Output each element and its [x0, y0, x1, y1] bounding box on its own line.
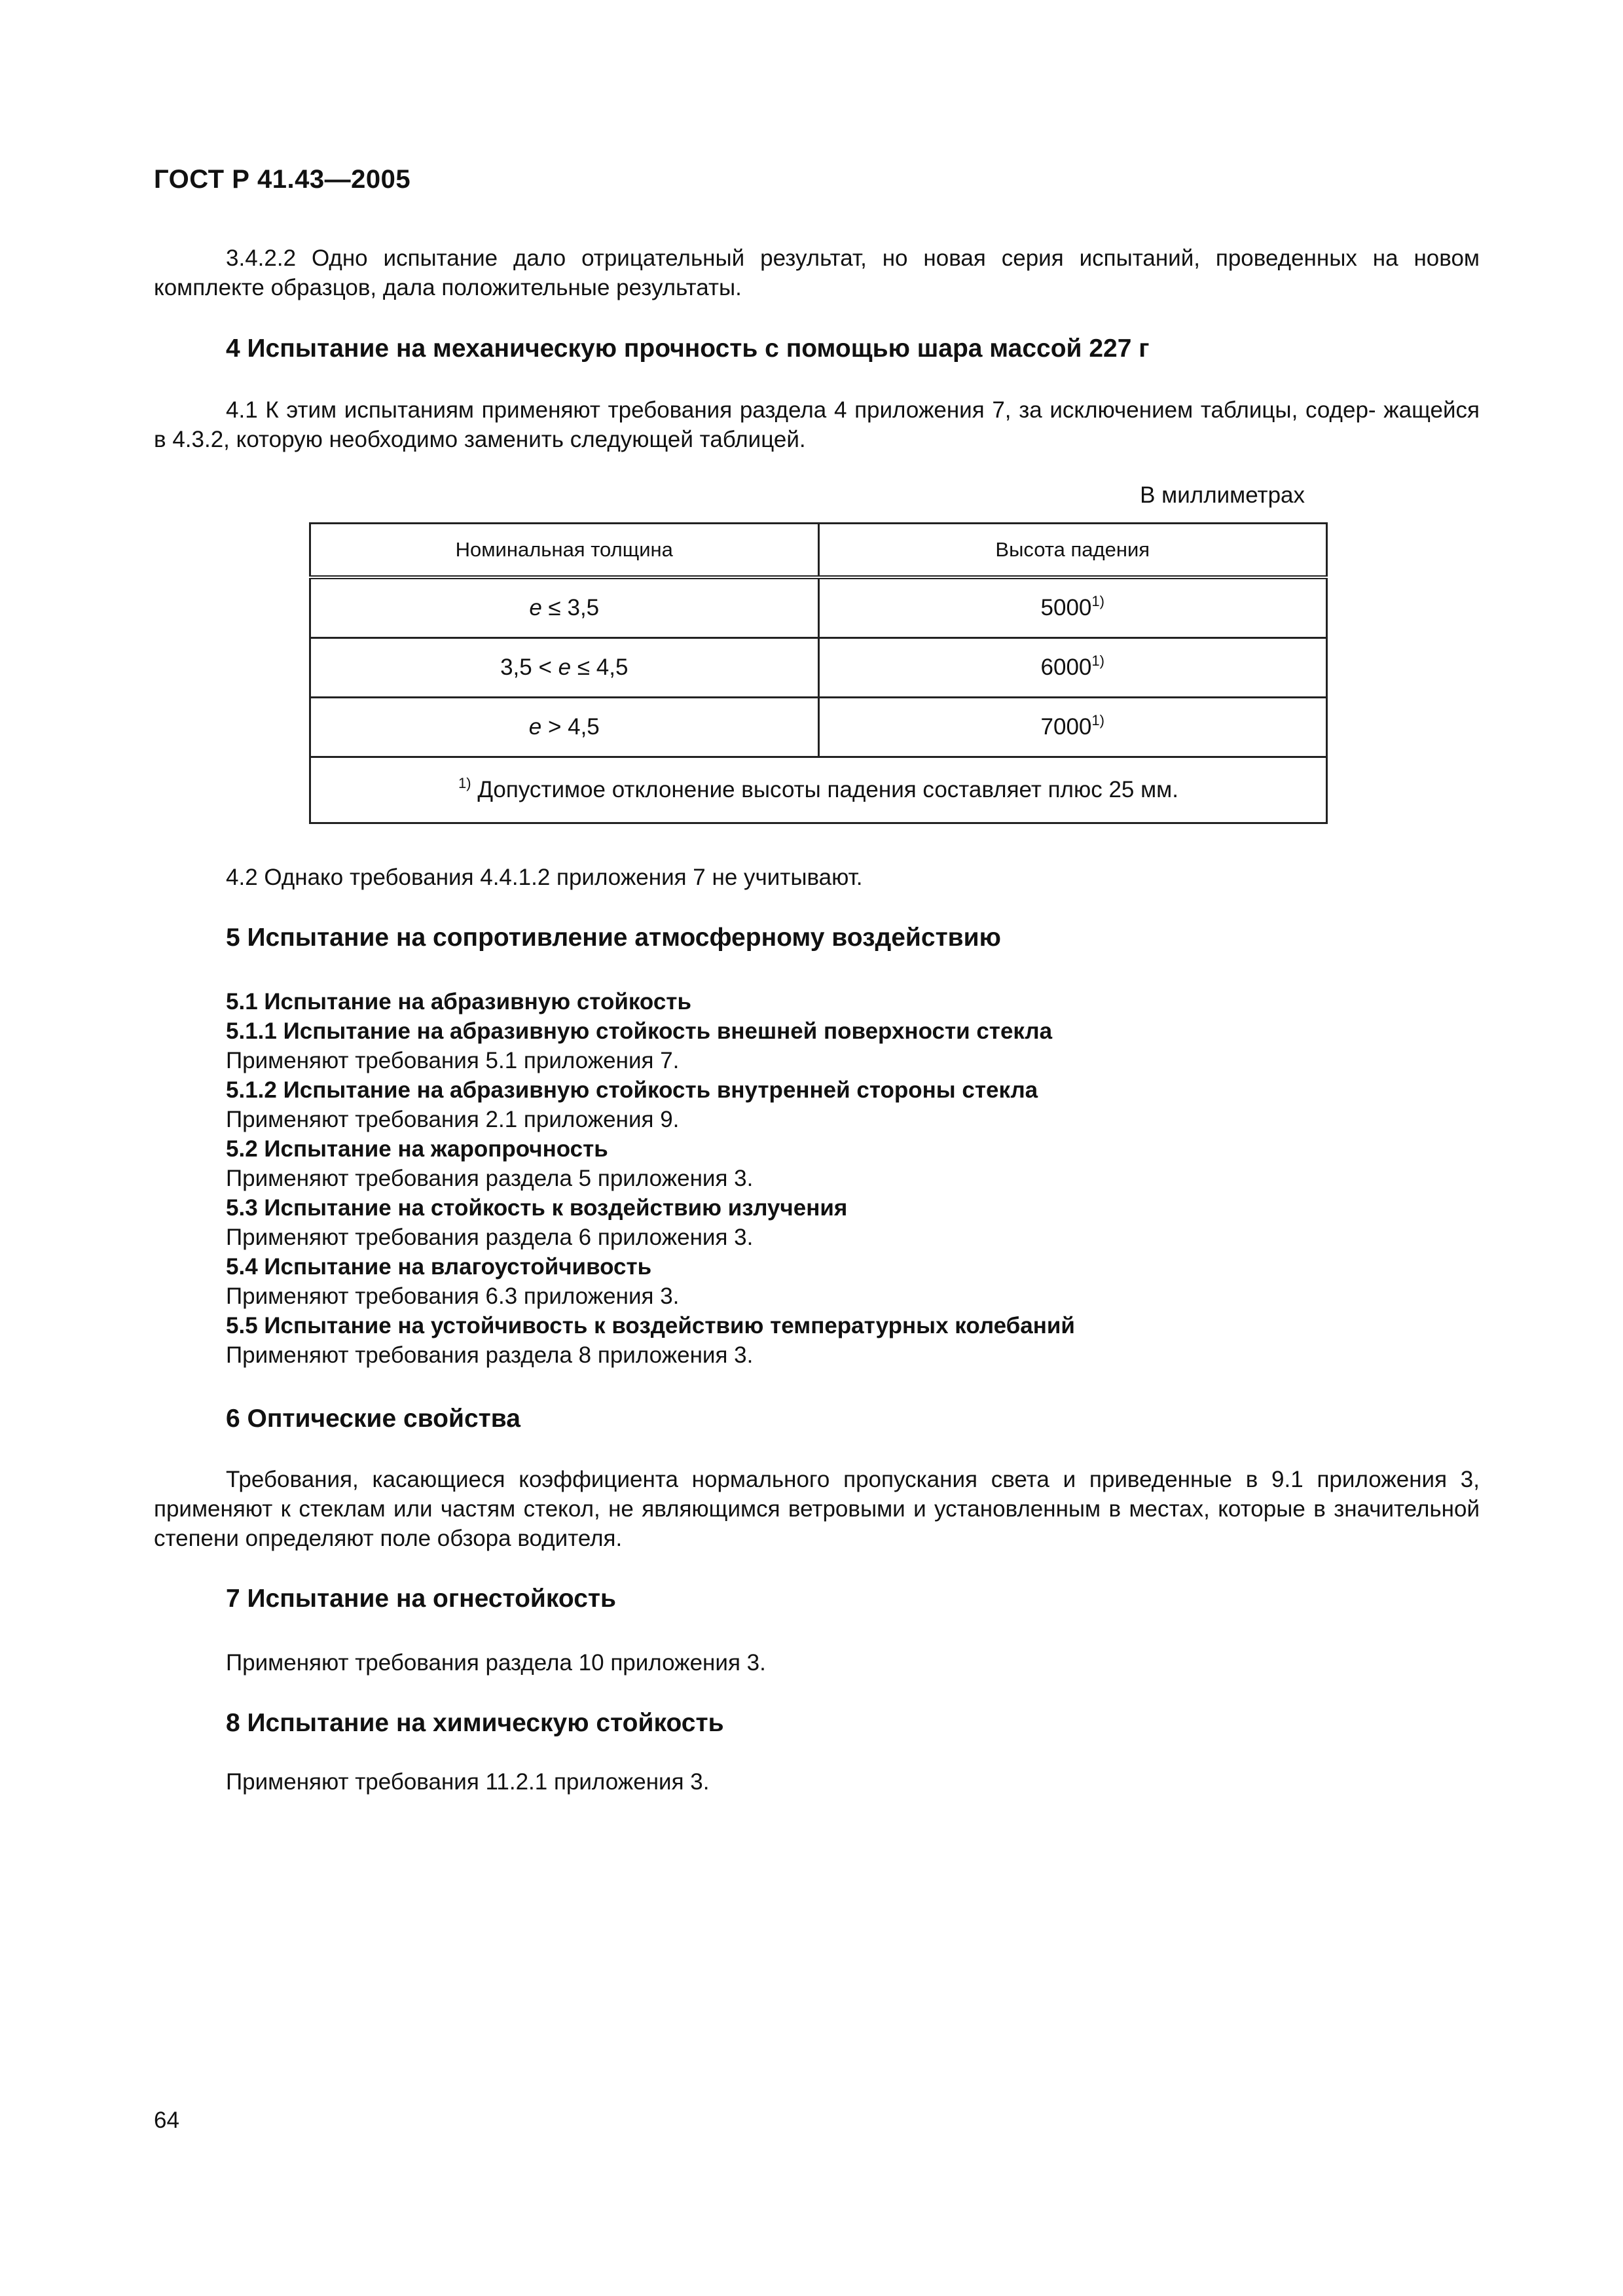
section-7-title: 7 Испытание на огнестойкость — [226, 1585, 616, 1613]
table-footnote-row — [310, 757, 1327, 823]
list-item: 5.1.2 Испытание на абразивную стойкость внутренней стороны стекла — [226, 1077, 1038, 1103]
section-6-title: 6 Оптические свойства — [226, 1405, 520, 1433]
section-6-paragraph — [154, 1465, 1480, 1553]
height-cell: 5000$^{1)}$ — [818, 577, 1327, 638]
section-5-title: 5 Испытание на сопротивление атмосферному воздействию — [226, 924, 1001, 952]
paragraph-text: 3.4.2.2 Одно испытание дало отрицательный результат, но новая серия испытаний, проведенных на новом комплекте образцов, дала положительные результаты. — [154, 245, 1480, 300]
list-item: Применяют требования 6.3 приложения 3. — [226, 1283, 680, 1309]
paragraph-4-2 — [154, 863, 1480, 892]
paragraph-text: Применяют требования раздела 10 приложения 3. — [226, 1650, 766, 1676]
table-footnote: $^{1)}$ Допустимое отклонение высоты падения составляет плюс 25 мм. — [310, 757, 1327, 823]
paragraph-3-4-2-2 — [154, 243, 1480, 302]
table-row — [310, 698, 1327, 757]
table-units: В миллиметрах — [1140, 482, 1305, 508]
page-number: 64 — [154, 2108, 179, 2133]
paragraph-text: Применяют требования 11.2.1 приложения 3. — [226, 1769, 710, 1795]
section-5-heading-block — [154, 923, 1480, 952]
paragraph-text: 4.2 Однако требования 4.4.1.2 приложения 7 не учитывают. — [226, 865, 863, 890]
section-8-paragraph — [154, 1767, 1480, 1797]
list-item: 5.1 Испытание на абразивную стойкость — [226, 989, 691, 1014]
list-item: 5.3 Испытание на стойкость к воздействию излучения — [226, 1195, 848, 1221]
table-row — [310, 577, 1327, 638]
section-5-items — [154, 987, 1480, 1370]
list-item: Применяют требования 5.1 приложения 7. — [226, 1048, 680, 1073]
table-header-row — [310, 524, 1327, 578]
list-item: Применяют требования раздела 8 приложения 3. — [226, 1342, 754, 1368]
document-header: ГОСТ Р 41.43—2005 — [154, 165, 411, 194]
thickness-cell: 3,5 < e ≤ 4,5 — [310, 638, 819, 698]
paragraph-text: 4.1 К этим испытаниям применяют требования раздела 4 приложения 7, за исключением таблицы, содер- жащейся в 4.3.2, которую необходимо заменить следующей таблицей. — [154, 397, 1480, 452]
list-item: 5.2 Испытание на жаропрочность — [226, 1136, 608, 1162]
list-item: 5.1.1 Испытание на абразивную стойкость внешней поверхности стекла — [226, 1018, 1053, 1044]
list-item: 5.4 Испытание на влагоустойчивость — [226, 1254, 652, 1280]
section-4-title: 4 Испытание на механическую прочность с помощью шара массой 227 г — [226, 334, 1150, 363]
section-7-paragraph — [154, 1648, 1480, 1677]
list-item: Применяют требования раздела 6 приложения 3. — [226, 1225, 754, 1250]
column-header-height: Высота падения — [818, 524, 1327, 578]
height-cell: 6000$^{1)}$ — [818, 638, 1327, 698]
drop-height-table — [309, 522, 1328, 824]
list-item: Применяют требования раздела 5 приложения 3. — [226, 1166, 754, 1191]
section-8-heading-block — [154, 1708, 1480, 1738]
section-6-heading-block — [154, 1404, 1480, 1433]
paragraph-4-1 — [154, 395, 1480, 454]
list-item: 5.5 Испытание на устойчивость к воздействию температурных колебаний — [226, 1313, 1075, 1338]
height-cell: 7000$^{1)}$ — [818, 698, 1327, 757]
column-header-thickness: Номинальная толщина — [310, 524, 819, 578]
list-item: Применяют требования 2.1 приложения 9. — [226, 1107, 680, 1132]
section-4-heading-block — [154, 334, 1480, 363]
section-8-title: 8 Испытание на химическую стойкость — [226, 1709, 724, 1737]
thickness-cell: e > 4,5 — [310, 698, 819, 757]
thickness-cell: e ≤ 3,5 — [310, 577, 819, 638]
table-row — [310, 638, 1327, 698]
section-7-heading-block — [154, 1584, 1480, 1613]
paragraph-text: Требования, касающиеся коэффициента нормального пропускания света и приведенные в 9.1 приложения 3, применяют к стеклам или частям стекол, не являющимся ветровыми и установленным в местах, которые в значительной степени определяют поле обзора водителя. — [154, 1467, 1480, 1551]
